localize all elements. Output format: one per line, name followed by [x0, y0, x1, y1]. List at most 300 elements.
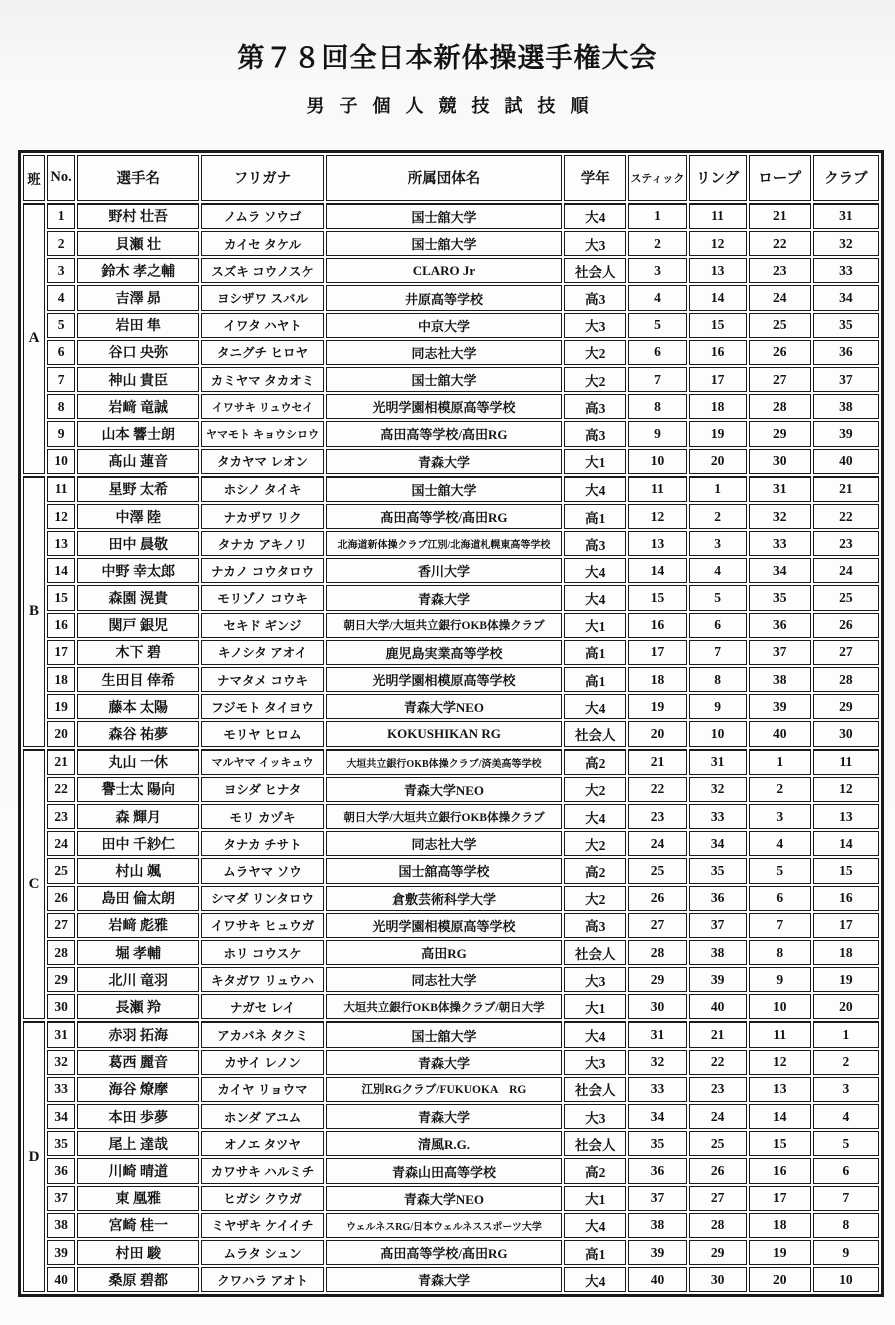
stick-order: 21 [628, 749, 686, 775]
entry-no: 31 [47, 1021, 75, 1047]
athlete-furigana: ナカザワ リク [201, 504, 323, 529]
athlete-furigana: タニグチ ヒロヤ [201, 340, 323, 365]
club-order: 19 [813, 967, 879, 992]
ring-order: 13 [689, 258, 747, 283]
club-order: 30 [813, 721, 879, 746]
rope-order: 25 [749, 313, 811, 338]
entry-no: 6 [47, 340, 75, 365]
table-row [23, 449, 879, 474]
grade: 大4 [564, 1213, 626, 1238]
club-order: 11 [813, 749, 879, 775]
rope-order: 12 [749, 1050, 811, 1075]
athlete-furigana: ヤマモト キョウシロウ [201, 421, 323, 446]
entry-no: 4 [47, 285, 75, 310]
rope-order: 21 [749, 203, 811, 229]
stick-order: 15 [628, 585, 686, 610]
page-title: 第７８回全日本新体操選手権大会 [237, 43, 658, 74]
ring-order: 37 [689, 913, 747, 938]
stick-order: 10 [628, 449, 686, 474]
club-order: 12 [813, 777, 879, 802]
grade: 大2 [564, 831, 626, 856]
entry-no: 36 [47, 1158, 75, 1183]
athlete-furigana: ヨシダ ヒナタ [201, 777, 323, 802]
ring-order: 40 [689, 994, 747, 1019]
entry-no: 40 [47, 1267, 75, 1292]
club-order: 3 [813, 1077, 879, 1102]
organization: 国士舘大学 [326, 476, 563, 502]
club-order: 9 [813, 1240, 879, 1265]
table-row [23, 585, 879, 610]
entry-no: 12 [47, 504, 75, 529]
grade: 大2 [564, 340, 626, 365]
stick-order: 19 [628, 694, 686, 719]
athlete-name: 村山 颯 [77, 858, 199, 883]
table-row [23, 858, 879, 883]
entry-no: 14 [47, 558, 75, 583]
rope-order: 32 [749, 504, 811, 529]
grade: 大3 [564, 967, 626, 992]
stick-order: 30 [628, 994, 686, 1019]
grade: 大2 [564, 777, 626, 802]
rope-order: 31 [749, 476, 811, 502]
organization: 青森山田高等学校 [326, 1158, 563, 1183]
club-order: 18 [813, 940, 879, 965]
organization: 青森大学NEO [326, 694, 563, 719]
athlete-furigana: ナガセ レイ [201, 994, 323, 1019]
ring-order: 5 [689, 585, 747, 610]
grade: 大4 [564, 804, 626, 829]
ring-order: 28 [689, 1213, 747, 1238]
rope-order: 18 [749, 1213, 811, 1238]
table-row [23, 749, 879, 775]
ring-order: 12 [689, 231, 747, 256]
rope-order: 23 [749, 258, 811, 283]
grade: 大4 [564, 476, 626, 502]
club-order: 25 [813, 585, 879, 610]
athlete-name: 野村 壮吾 [77, 203, 199, 229]
col-header-grade: 学年 [564, 155, 626, 201]
table-row [23, 231, 879, 256]
organization: 青森大学NEO [326, 1186, 563, 1211]
athlete-name: 貝瀬 壮 [77, 231, 199, 256]
grade: 高3 [564, 531, 626, 556]
athlete-furigana: イワタ ハヤト [201, 313, 323, 338]
organization: 青森大学 [326, 585, 563, 610]
athlete-furigana: ホシノ タイキ [201, 476, 323, 502]
entry-no: 35 [47, 1131, 75, 1156]
ring-order: 17 [689, 367, 747, 392]
grade: 大3 [564, 1050, 626, 1075]
athlete-furigana: ナカノ コウタロウ [201, 558, 323, 583]
stick-order: 38 [628, 1213, 686, 1238]
entry-no: 30 [47, 994, 75, 1019]
athlete-name: 星野 太希 [77, 476, 199, 502]
entry-no: 27 [47, 913, 75, 938]
athlete-furigana: セキド ギンジ [201, 613, 323, 638]
table-row [23, 504, 879, 529]
rope-order: 27 [749, 367, 811, 392]
club-order: 23 [813, 531, 879, 556]
col-header-name: 選手名 [77, 155, 199, 201]
organization: 光明学園相模原高等学校 [326, 667, 563, 692]
rope-order: 22 [749, 231, 811, 256]
athlete-name: 田中 千紗仁 [77, 831, 199, 856]
rope-order: 34 [749, 558, 811, 583]
stick-order: 13 [628, 531, 686, 556]
organization: 朝日大学/大垣共立銀行OKB体操クラブ [326, 613, 563, 638]
table-row [23, 886, 879, 911]
ring-order: 33 [689, 804, 747, 829]
rope-order: 29 [749, 421, 811, 446]
rope-order: 5 [749, 858, 811, 883]
club-order: 14 [813, 831, 879, 856]
athlete-furigana: ナマタメ コウキ [201, 667, 323, 692]
athlete-name: 中野 幸太郎 [77, 558, 199, 583]
table-row [23, 367, 879, 392]
organization: 国士舘高等学校 [326, 858, 563, 883]
athlete-name: 神山 貴臣 [77, 367, 199, 392]
athlete-furigana: キタガワ リュウハ [201, 967, 323, 992]
rope-order: 6 [749, 886, 811, 911]
athlete-name: 赤羽 拓海 [77, 1021, 199, 1047]
organization: 香川大学 [326, 558, 563, 583]
entry-no: 1 [47, 203, 75, 229]
athlete-name: 森園 滉貴 [77, 585, 199, 610]
stick-order: 34 [628, 1104, 686, 1129]
rope-order: 40 [749, 721, 811, 746]
organization: 髙田高等学校/髙田RG [326, 504, 563, 529]
athlete-furigana: ホンダ アユム [201, 1104, 323, 1129]
club-order: 8 [813, 1213, 879, 1238]
entry-no: 15 [47, 585, 75, 610]
athlete-name: 森谷 祐夢 [77, 721, 199, 746]
stick-order: 40 [628, 1267, 686, 1292]
table-row [23, 1131, 879, 1156]
athlete-name: 丸山 一休 [77, 749, 199, 775]
club-order: 36 [813, 340, 879, 365]
table-row [23, 285, 879, 310]
ring-order: 36 [689, 886, 747, 911]
club-order: 31 [813, 203, 879, 229]
athlete-furigana: アカバネ タクミ [201, 1021, 323, 1047]
athlete-furigana: カワサキ ハルミチ [201, 1158, 323, 1183]
table-row [23, 994, 879, 1019]
athlete-name: 田中 晨敬 [77, 531, 199, 556]
stick-order: 2 [628, 231, 686, 256]
club-order: 38 [813, 394, 879, 419]
athlete-name: 森 輝月 [77, 804, 199, 829]
organization: 国士舘大学 [326, 367, 563, 392]
table-row [23, 777, 879, 802]
ring-order: 18 [689, 394, 747, 419]
organization: 青森大学 [326, 1267, 563, 1292]
entry-no: 25 [47, 858, 75, 883]
athlete-name: 長瀬 羚 [77, 994, 199, 1019]
organization: 同志社大学 [326, 831, 563, 856]
table-row [23, 967, 879, 992]
stick-order: 8 [628, 394, 686, 419]
stick-order: 23 [628, 804, 686, 829]
table-row [23, 613, 879, 638]
organization: 井原高等学校 [326, 285, 563, 310]
organization: 江別RGクラブ/FUKUOKA RG [326, 1077, 563, 1102]
athlete-furigana: タナカ チサト [201, 831, 323, 856]
organization: ウェルネスRG/日本ウェルネススポーツ大学 [326, 1213, 563, 1238]
grade: 大4 [564, 585, 626, 610]
schedule-table-body [23, 203, 879, 1293]
entry-no: 10 [47, 449, 75, 474]
grade: 高1 [564, 504, 626, 529]
grade: 社会人 [564, 1077, 626, 1102]
table-row [23, 1240, 879, 1265]
ring-order: 8 [689, 667, 747, 692]
table-row [23, 640, 879, 665]
entry-no: 2 [47, 231, 75, 256]
ring-order: 34 [689, 831, 747, 856]
stick-order: 11 [628, 476, 686, 502]
athlete-furigana: スズキ コウノスケ [201, 258, 323, 283]
athlete-name: 藤本 太陽 [77, 694, 199, 719]
club-order: 16 [813, 886, 879, 911]
athlete-name: 髙山 蓮音 [77, 449, 199, 474]
grade: 大1 [564, 449, 626, 474]
grade: 高3 [564, 285, 626, 310]
athlete-name: 鈴木 孝之輔 [77, 258, 199, 283]
rope-order: 3 [749, 804, 811, 829]
table-row [23, 340, 879, 365]
club-order: 29 [813, 694, 879, 719]
organization: 青森大学 [326, 1050, 563, 1075]
ring-order: 1 [689, 476, 747, 502]
athlete-name: 関戸 銀児 [77, 613, 199, 638]
organization: 高田RG [326, 940, 563, 965]
table-row [23, 394, 879, 419]
stick-order: 1 [628, 203, 686, 229]
table-row [23, 203, 879, 229]
athlete-furigana: カサイ レノン [201, 1050, 323, 1075]
club-order: 27 [813, 640, 879, 665]
grade: 社会人 [564, 940, 626, 965]
grade: 大3 [564, 1104, 626, 1129]
club-order: 32 [813, 231, 879, 256]
grade: 高2 [564, 858, 626, 883]
organization: 高田高等学校/高田RG [326, 421, 563, 446]
table-row [23, 1213, 879, 1238]
athlete-name: 岩田 隼 [77, 313, 199, 338]
rope-order: 33 [749, 531, 811, 556]
entry-no: 38 [47, 1213, 75, 1238]
athlete-furigana: タカヤマ レオン [201, 449, 323, 474]
ring-order: 38 [689, 940, 747, 965]
col-header-organization: 所属団体名 [326, 155, 563, 201]
athlete-name: 北川 竜羽 [77, 967, 199, 992]
athlete-furigana: モリ カヅキ [201, 804, 323, 829]
club-order: 22 [813, 504, 879, 529]
organization: 中京大学 [326, 313, 563, 338]
stick-order: 36 [628, 1158, 686, 1183]
rope-order: 39 [749, 694, 811, 719]
col-header-no: No. [47, 155, 75, 201]
athlete-furigana: マルヤマ イッキュウ [201, 749, 323, 775]
table-row [23, 913, 879, 938]
stick-order: 6 [628, 340, 686, 365]
athlete-name: 川崎 晴道 [77, 1158, 199, 1183]
grade: 高1 [564, 667, 626, 692]
organization: 朝日大学/大垣共立銀行OKB体操クラブ [326, 804, 563, 829]
organization: 北海道新体操クラブ江別/北海道札幌東高等学校 [326, 531, 563, 556]
athlete-furigana: キノシタ アオイ [201, 640, 323, 665]
rope-order: 7 [749, 913, 811, 938]
entry-no: 7 [47, 367, 75, 392]
stick-order: 9 [628, 421, 686, 446]
organization: 青森大学NEO [326, 777, 563, 802]
ring-order: 26 [689, 1158, 747, 1183]
ring-order: 25 [689, 1131, 747, 1156]
athlete-name: 桑原 碧都 [77, 1267, 199, 1292]
stick-order: 20 [628, 721, 686, 746]
athlete-furigana: イワサキ ヒュウガ [201, 913, 323, 938]
athlete-name: 谷口 央弥 [77, 340, 199, 365]
ring-order: 2 [689, 504, 747, 529]
rope-order: 24 [749, 285, 811, 310]
athlete-name: 本田 歩夢 [77, 1104, 199, 1129]
organization: 青森大学 [326, 1104, 563, 1129]
ring-order: 30 [689, 1267, 747, 1292]
organization: 光明学園相模原高等学校 [326, 394, 563, 419]
entry-no: 39 [47, 1240, 75, 1265]
club-order: 17 [813, 913, 879, 938]
grade: 大4 [564, 1021, 626, 1047]
stick-order: 31 [628, 1021, 686, 1047]
grade: 大3 [564, 231, 626, 256]
entry-no: 17 [47, 640, 75, 665]
grade: 大4 [564, 558, 626, 583]
ring-order: 21 [689, 1021, 747, 1047]
rope-order: 4 [749, 831, 811, 856]
stick-order: 4 [628, 285, 686, 310]
athlete-furigana: カイヤ リョウマ [201, 1077, 323, 1102]
ring-order: 39 [689, 967, 747, 992]
athlete-name: 譽士太 陽向 [77, 777, 199, 802]
athlete-furigana: ミヤザキ ケイイチ [201, 1213, 323, 1238]
grade: 高1 [564, 1240, 626, 1265]
ring-order: 32 [689, 777, 747, 802]
athlete-furigana: ヒガシ クウガ [201, 1186, 323, 1211]
ring-order: 11 [689, 203, 747, 229]
ring-order: 16 [689, 340, 747, 365]
organization: CLARO Jr [326, 258, 563, 283]
entry-no: 24 [47, 831, 75, 856]
stick-order: 17 [628, 640, 686, 665]
rope-order: 10 [749, 994, 811, 1019]
entry-no: 5 [47, 313, 75, 338]
stick-order: 25 [628, 858, 686, 883]
ring-order: 10 [689, 721, 747, 746]
athlete-furigana: カミヤマ タカオミ [201, 367, 323, 392]
rope-order: 14 [749, 1104, 811, 1129]
club-order: 40 [813, 449, 879, 474]
club-order: 6 [813, 1158, 879, 1183]
grade: 大1 [564, 1186, 626, 1211]
ring-order: 20 [689, 449, 747, 474]
stick-order: 33 [628, 1077, 686, 1102]
rope-order: 30 [749, 449, 811, 474]
entry-no: 21 [47, 749, 75, 775]
ring-order: 24 [689, 1104, 747, 1129]
athlete-name: 山本 響士朗 [77, 421, 199, 446]
ring-order: 22 [689, 1050, 747, 1075]
trial-order-table [18, 150, 884, 1298]
athlete-furigana: タナカ アキノリ [201, 531, 323, 556]
grade: 大4 [564, 1267, 626, 1292]
group-label: D [23, 1021, 45, 1292]
table-row [23, 1077, 879, 1102]
stick-order: 12 [628, 504, 686, 529]
athlete-furigana: イワサキ リュウセイ [201, 394, 323, 419]
rope-order: 37 [749, 640, 811, 665]
rope-order: 16 [749, 1158, 811, 1183]
table-row [23, 940, 879, 965]
athlete-name: 宮崎 桂一 [77, 1213, 199, 1238]
organization: 同志社大学 [326, 967, 563, 992]
entry-no: 32 [47, 1050, 75, 1075]
grade: 高3 [564, 913, 626, 938]
organization: 大垣共立銀行OKB体操クラブ/朝日大学 [326, 994, 563, 1019]
grade: 社会人 [564, 1131, 626, 1156]
grade: 大1 [564, 994, 626, 1019]
grade: 高2 [564, 1158, 626, 1183]
grade: 大4 [564, 694, 626, 719]
col-header-ring: リング [689, 155, 747, 201]
rope-order: 36 [749, 613, 811, 638]
grade: 大3 [564, 313, 626, 338]
athlete-name: 岩﨑 彪雅 [77, 913, 199, 938]
table-row [23, 558, 879, 583]
athlete-name: 堀 孝輔 [77, 940, 199, 965]
entry-no: 3 [47, 258, 75, 283]
ring-order: 4 [689, 558, 747, 583]
entry-no: 18 [47, 667, 75, 692]
col-header-furigana: フリガナ [201, 155, 323, 201]
grade: 高3 [564, 421, 626, 446]
grade: 高1 [564, 640, 626, 665]
club-order: 5 [813, 1131, 879, 1156]
table-row [23, 694, 879, 719]
ring-order: 35 [689, 858, 747, 883]
club-order: 39 [813, 421, 879, 446]
grade: 大2 [564, 367, 626, 392]
athlete-furigana: ムラヤマ ソウ [201, 858, 323, 883]
entry-no: 28 [47, 940, 75, 965]
stick-order: 16 [628, 613, 686, 638]
club-order: 20 [813, 994, 879, 1019]
stick-order: 24 [628, 831, 686, 856]
athlete-name: 海谷 燎摩 [77, 1077, 199, 1102]
athlete-name: 島田 倫太朗 [77, 886, 199, 911]
grade: 大4 [564, 203, 626, 229]
organization: 大垣共立銀行OKB体操クラブ/済美高等学校 [326, 749, 563, 775]
stick-order: 3 [628, 258, 686, 283]
ring-order: 7 [689, 640, 747, 665]
entry-no: 19 [47, 694, 75, 719]
ring-order: 29 [689, 1240, 747, 1265]
athlete-name: 木下 碧 [77, 640, 199, 665]
entry-no: 9 [47, 421, 75, 446]
ring-order: 31 [689, 749, 747, 775]
rope-order: 28 [749, 394, 811, 419]
athlete-name: 生田目 倖希 [77, 667, 199, 692]
grade: 社会人 [564, 258, 626, 283]
